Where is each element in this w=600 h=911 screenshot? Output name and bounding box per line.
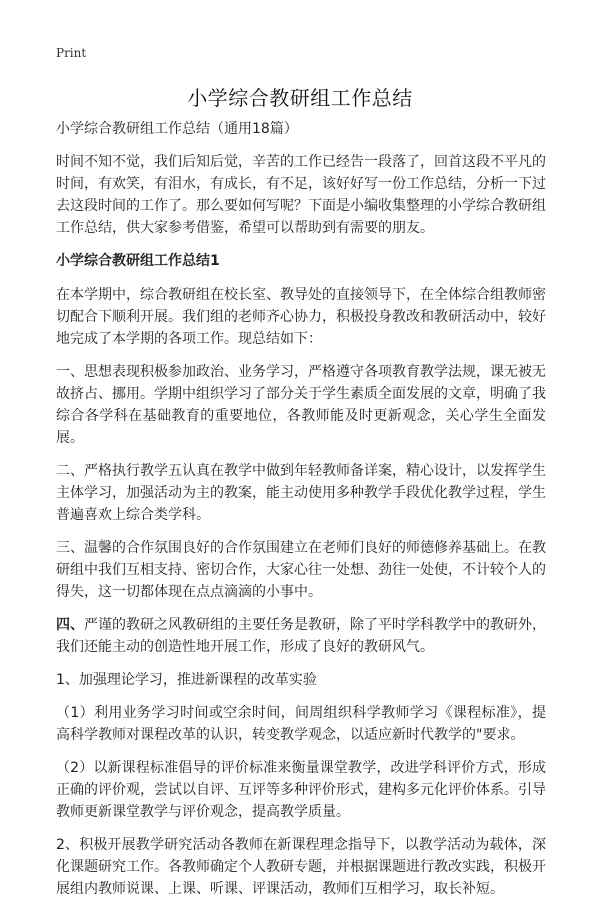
paragraph-5-text: 严谨的教研之风教研组的主要任务是教研，除了平时学科教学中的教研外，我们还能主动的创造性地开展工作，形成了良好的教研风气。 [56,617,546,655]
paragraph-1: 在本学期中，综合教研组在校长室、教导处的直接领导下，在全体综合组教师密切配合下顺利开展。我们组的老师齐心协力，积极投身教改和教研活动中，较好地完成了本学期的各项工作。现总结如下： [56,287,546,347]
intro-paragraph: 时间不知不觉，我们后知后觉，辛苦的工作已经告一段落了，回首这段不平凡的时间，有欢笑，有泪水，有成长，有不足，该好好写一份工作总结，分析一下过去这段时间的工作了。那么要如何写呢？下面是小编收集整理的小学综合教研组工作总结，供大家参考借鉴，希望可以帮助到有需要的朋友。 [56,154,546,236]
paragraph-5-lead: 四、 [56,617,84,633]
paragraph-5 [56,614,546,658]
paragraph-9: 2、积极开展教学研究活动各教师在新课程理念指导下，以教学活动为载体，深化课题研究工作。各教师确定个人教研专题，并根据课题进行教改实践，积极开展组内教师说课、上课、听课、评课活动，教师们互相学习，取长补短。 [56,837,546,897]
paragraph-3: 二、严格执行教学五认真在教学中做到年轻教师备详案，精心设计，以发挥学生主体学习，加强活动为主的教案，能主动使用多种教学手段优化教学过程，学生普遍喜欢上综合类学科。 [56,463,546,523]
document-body [56,118,546,911]
document-subtitle: 小学综合教研组工作总结（通用18篇） [56,121,298,137]
print-link[interactable]: Print [56,46,87,60]
section-heading: 小学综合教研组工作总结1 [56,253,220,269]
paragraph-4: 三、温馨的合作氛围良好的合作氛围建立在老师们良好的师德修养基础上。在教研组中我们互相支持、密切合作，大家心往一处想、劲往一处使，不计较个人的得失，这一切都体现在点点滴滴的小事中。 [56,540,546,600]
document-title: 小学综合教研组工作总结 [187,86,413,110]
paragraph-6: 1、加强理论学习，推进新课程的改革实验 [56,672,317,688]
paragraph-7: （1）利用业务学习时间或空余时间，间周组织科学教师学习《课程标准》，提高科学教师对课程改革的认识，转变教学观念，以适应新时代教学的"要求。 [56,705,546,743]
paragraph-2: 一、思想表现积极参加政治、业务学习，严格遵守各项教育教学法规，课无被无故挤占、挪用。学期中组织学习了部分关于学生素质全面发展的文章，明确了我综合各学科在基础教育的重要地位，各教师能及时更新观念，关心学生全面发展。 [56,364,546,446]
paragraph-8: （2）以新课程标准倡导的评价标准来衡量课堂教学，改进学科评价方式，形成正确的评价观，尝试以自评、互评等多种评价形式，建构多元化评价体系。引导教师更新课堂教学与评价观念，提高教学质量。 [56,760,546,820]
